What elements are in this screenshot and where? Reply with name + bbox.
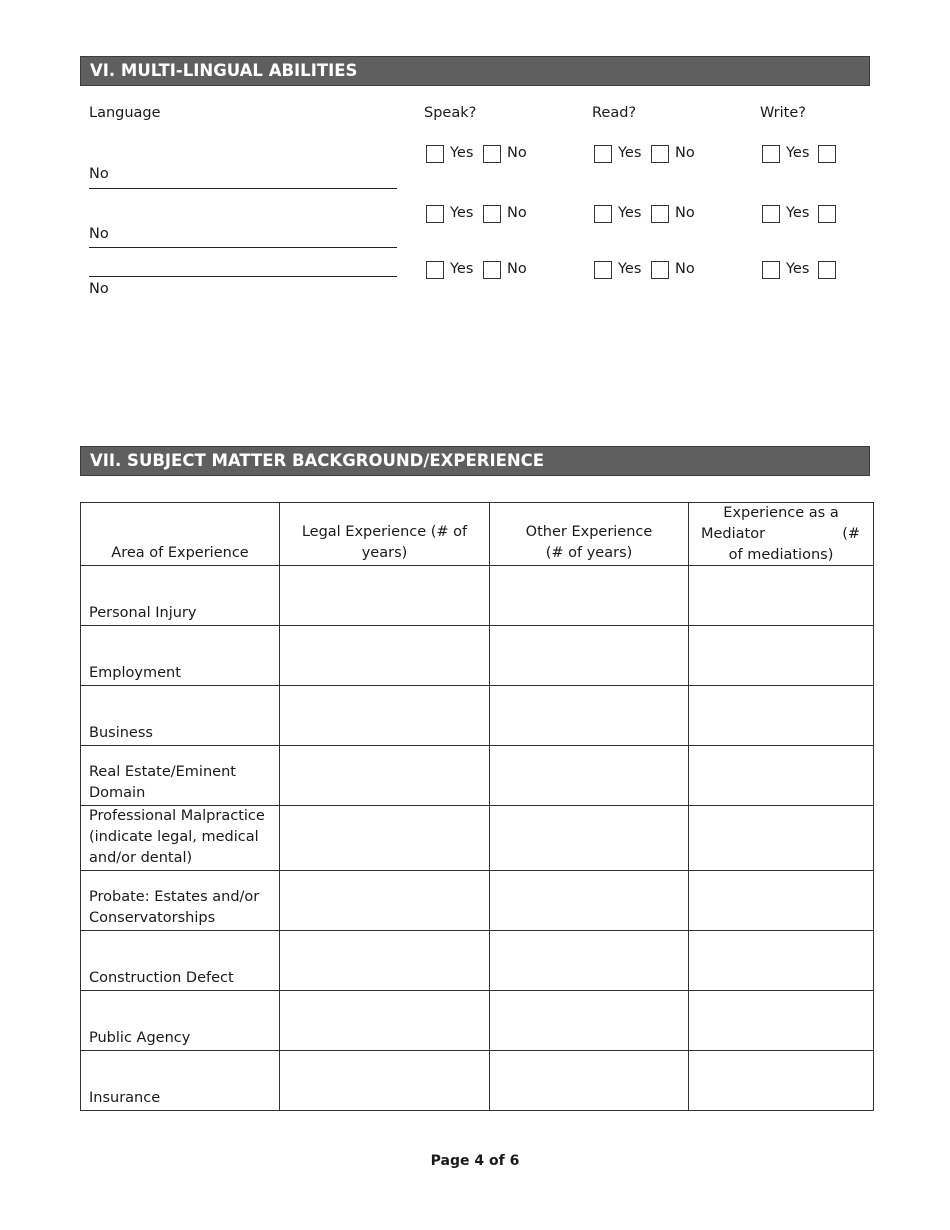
mediations-input[interactable] (689, 566, 874, 626)
yes-label: Yes (450, 205, 474, 221)
other-header-line-1: Other Experience (525, 524, 653, 540)
other-years-input[interactable] (490, 931, 689, 991)
yes-label: Yes (450, 261, 474, 277)
mediator-header-line-1: Experience as a (723, 505, 839, 521)
table-row (81, 991, 874, 1051)
yes-label: Yes (618, 205, 642, 221)
table-row (81, 686, 874, 746)
page-number: Page 4 of 6 (430, 1153, 520, 1169)
legal-header-line-2: years) (361, 545, 408, 561)
no-label: No (507, 261, 527, 277)
no-label: No (675, 261, 695, 277)
read-no-checkbox-2[interactable] (651, 205, 669, 223)
mediations-input[interactable] (689, 746, 874, 806)
legal-years-input[interactable] (280, 566, 490, 626)
mediations-input[interactable] (689, 1051, 874, 1111)
area-cell: Employment (81, 626, 280, 686)
read-yes-checkbox-1[interactable] (594, 145, 612, 163)
area-cell: Construction Defect (81, 931, 280, 991)
legal-years-input[interactable] (280, 991, 490, 1051)
mediator-header-line-3: of mediations) (728, 547, 834, 563)
legal-years-input[interactable] (280, 686, 490, 746)
other-years-input[interactable] (490, 871, 689, 931)
area-cell: Probate: Estates and/or Conservatorships (81, 871, 280, 931)
language-row-2-no-label: No (89, 226, 109, 242)
speak-yes-checkbox-3[interactable] (426, 261, 444, 279)
table-row (81, 566, 874, 626)
legal-years-input[interactable] (280, 746, 490, 806)
section-7-header: VII. SUBJECT MATTER BACKGROUND/EXPERIENCE (80, 446, 870, 476)
read-no-checkbox-3[interactable] (651, 261, 669, 279)
read-yes-checkbox-2[interactable] (594, 205, 612, 223)
write-no-checkbox-1[interactable] (818, 145, 836, 163)
area-cell: Business (81, 686, 280, 746)
write-column-label: Write? (760, 105, 806, 121)
yes-label: Yes (786, 145, 810, 161)
write-yes-checkbox-1[interactable] (762, 145, 780, 163)
other-years-input[interactable] (490, 746, 689, 806)
language-row-1-no-label: No (89, 166, 109, 182)
experience-table (80, 502, 874, 1111)
mediator-experience-header (689, 503, 874, 566)
table-row (81, 746, 874, 806)
legal-years-input[interactable] (280, 931, 490, 991)
mediator-header-line-2a: Mediator (701, 526, 766, 542)
table-row (81, 1051, 874, 1111)
other-years-input[interactable] (490, 1051, 689, 1111)
mediations-input[interactable] (689, 686, 874, 746)
speak-column-label: Speak? (424, 105, 477, 121)
write-no-checkbox-2[interactable] (818, 205, 836, 223)
read-yes-checkbox-3[interactable] (594, 261, 612, 279)
legal-years-input[interactable] (280, 626, 490, 686)
area-cell: Insurance (81, 1051, 280, 1111)
write-yes-checkbox-2[interactable] (762, 205, 780, 223)
table-row (81, 931, 874, 991)
no-label: No (507, 145, 527, 161)
section-6-header: VI. MULTI-LINGUAL ABILITIES (80, 56, 870, 86)
language-input-1[interactable] (89, 188, 397, 189)
other-experience-header (490, 503, 689, 566)
other-years-input[interactable] (490, 686, 689, 746)
mediator-header-line-2b: (# (842, 526, 860, 542)
experience-header-row (81, 503, 874, 566)
yes-label: Yes (786, 205, 810, 221)
write-no-checkbox-3[interactable] (818, 261, 836, 279)
table-row (81, 806, 874, 871)
speak-yes-checkbox-1[interactable] (426, 145, 444, 163)
yes-label: Yes (786, 261, 810, 277)
area-of-experience-header: Area of Experience (81, 503, 280, 566)
table-row (81, 871, 874, 931)
legal-header-line-1: Legal Experience (# of (301, 524, 468, 540)
mediations-input[interactable] (689, 931, 874, 991)
mediations-input[interactable] (689, 991, 874, 1051)
yes-label: Yes (618, 145, 642, 161)
speak-no-checkbox-1[interactable] (483, 145, 501, 163)
speak-no-checkbox-3[interactable] (483, 261, 501, 279)
read-column-label: Read? (592, 105, 637, 121)
yes-label: Yes (450, 145, 474, 161)
table-row (81, 626, 874, 686)
legal-years-input[interactable] (280, 1051, 490, 1111)
speak-yes-checkbox-2[interactable] (426, 205, 444, 223)
mediations-input[interactable] (689, 871, 874, 931)
legal-years-input[interactable] (280, 806, 490, 871)
legal-years-input[interactable] (280, 871, 490, 931)
no-label: No (675, 145, 695, 161)
other-header-line-2: (# of years) (545, 545, 633, 561)
no-label: No (507, 205, 527, 221)
area-cell: Public Agency (81, 991, 280, 1051)
read-no-checkbox-1[interactable] (651, 145, 669, 163)
other-years-input[interactable] (490, 626, 689, 686)
mediations-input[interactable] (689, 626, 874, 686)
language-row-3-no-label: No (89, 281, 109, 297)
speak-no-checkbox-2[interactable] (483, 205, 501, 223)
mediations-input[interactable] (689, 806, 874, 871)
language-column-label: Language (89, 105, 161, 121)
area-cell: Real Estate/Eminent Domain (81, 746, 280, 806)
language-input-3[interactable] (89, 276, 397, 277)
other-years-input[interactable] (490, 806, 689, 871)
other-years-input[interactable] (490, 991, 689, 1051)
language-input-2[interactable] (89, 247, 397, 248)
no-label: No (675, 205, 695, 221)
other-years-input[interactable] (490, 566, 689, 626)
area-cell: Professional Malpractice (indicate legal, medical and/or dental) (81, 806, 280, 871)
legal-experience-header (280, 503, 490, 566)
yes-label: Yes (618, 261, 642, 277)
area-cell: Personal Injury (81, 566, 280, 626)
write-yes-checkbox-3[interactable] (762, 261, 780, 279)
